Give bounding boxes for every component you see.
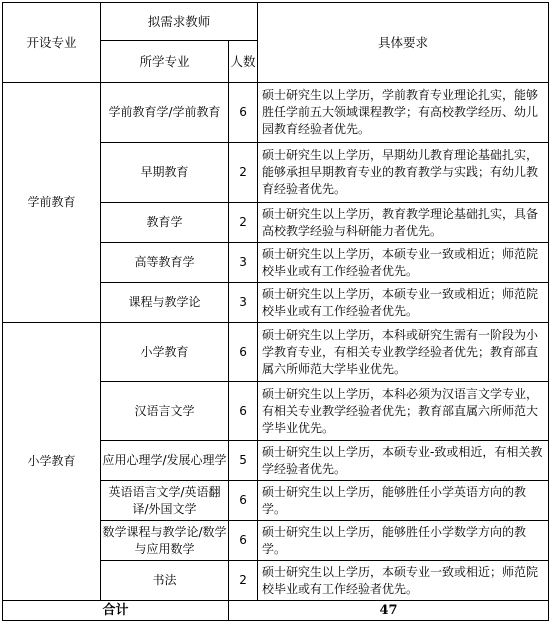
total-value: 47 bbox=[229, 601, 549, 621]
count-cell: 5 bbox=[229, 441, 258, 481]
requirement-cell: 硕士研究生以上学历，早期幼儿教育理论基础扎实，能够承担早期教育专业的教育教学与实践；有幼儿教育经验者优先。 bbox=[258, 143, 549, 203]
subject-cell: 小学教育 bbox=[101, 323, 229, 382]
subject-cell: 早期教育 bbox=[101, 143, 229, 203]
count-cell: 2 bbox=[229, 143, 258, 203]
requirement-cell: 硕士研究生以上学历，本硕专业一致或相近；师范院校毕业或有工作经验者优先。 bbox=[258, 283, 549, 323]
count-cell: 6 bbox=[229, 83, 258, 143]
subject-cell: 应用心理学/发展心理学 bbox=[101, 441, 229, 481]
subject-cell: 数学课程与教学论/数学与应用数学 bbox=[101, 521, 229, 561]
group-name: 小学教育 bbox=[3, 323, 101, 601]
count-cell: 6 bbox=[229, 521, 258, 561]
requirement-cell: 硕士研究生以上学历，能够胜任小学英语方向的教学。 bbox=[258, 481, 549, 521]
count-cell: 6 bbox=[229, 382, 258, 441]
count-cell: 2 bbox=[229, 203, 258, 243]
header-teachers: 拟需求教师 bbox=[101, 3, 258, 41]
total-label: 合计 bbox=[3, 601, 229, 621]
count-cell: 6 bbox=[229, 323, 258, 382]
group-name: 学前教育 bbox=[3, 83, 101, 323]
subject-cell: 高等教育学 bbox=[101, 243, 229, 283]
header-count: 人数 bbox=[229, 41, 258, 83]
requirement-cell: 硕士研究生以上学历，教育教学理论基础扎实，具备高校教学经验与科研能力者优先。 bbox=[258, 203, 549, 243]
requirement-cell: 硕士研究生以上学历，学前教育专业理论扎实，能够胜任学前五大领域课程教学；有高校教学经历、幼儿园教育经验者优先。 bbox=[258, 83, 549, 143]
header-requirements: 具体要求 bbox=[258, 3, 549, 83]
recruitment-table bbox=[2, 2, 549, 621]
requirement-cell: 硕士研究生以上学历，本科或研究生需有一阶段为小学教育专业，有相关专业教学经验者优先；教育部直属六所师范大学毕业优先。 bbox=[258, 323, 549, 382]
count-cell: 2 bbox=[229, 561, 258, 601]
header-major: 开设专业 bbox=[3, 3, 101, 83]
requirement-cell: 硕士研究生以上学历，本硕专业一致或相近；师范院校毕业或有工作经验者优先。 bbox=[258, 243, 549, 283]
subject-cell: 汉语言文学 bbox=[101, 382, 229, 441]
count-cell: 6 bbox=[229, 481, 258, 521]
subject-cell: 英语语言文学/英语翻译/外国文学 bbox=[101, 481, 229, 521]
subject-cell: 书法 bbox=[101, 561, 229, 601]
subject-cell: 课程与教学论 bbox=[101, 283, 229, 323]
subject-cell: 学前教育学/学前教育 bbox=[101, 83, 229, 143]
requirement-cell: 硕士研究生以上学历，本科必须为汉语言文学专业，有相关专业教学经验者优先；教育部直属六所师范大学毕业优先。 bbox=[258, 382, 549, 441]
requirement-cell: 硕士研究生以上学历，本硕专业一致或相近；师范院校毕业或有工作经验者优先。 bbox=[258, 561, 549, 601]
requirement-cell: 硕士研究生以上学历，本硕专业-致或相近，有相关教学经验者优先。 bbox=[258, 441, 549, 481]
count-cell: 3 bbox=[229, 243, 258, 283]
subject-cell: 教育学 bbox=[101, 203, 229, 243]
requirement-cell: 硕士研究生以上学历，能够胜任小学数学方向的教学。 bbox=[258, 521, 549, 561]
header-subject: 所学专业 bbox=[101, 41, 229, 83]
count-cell: 3 bbox=[229, 283, 258, 323]
